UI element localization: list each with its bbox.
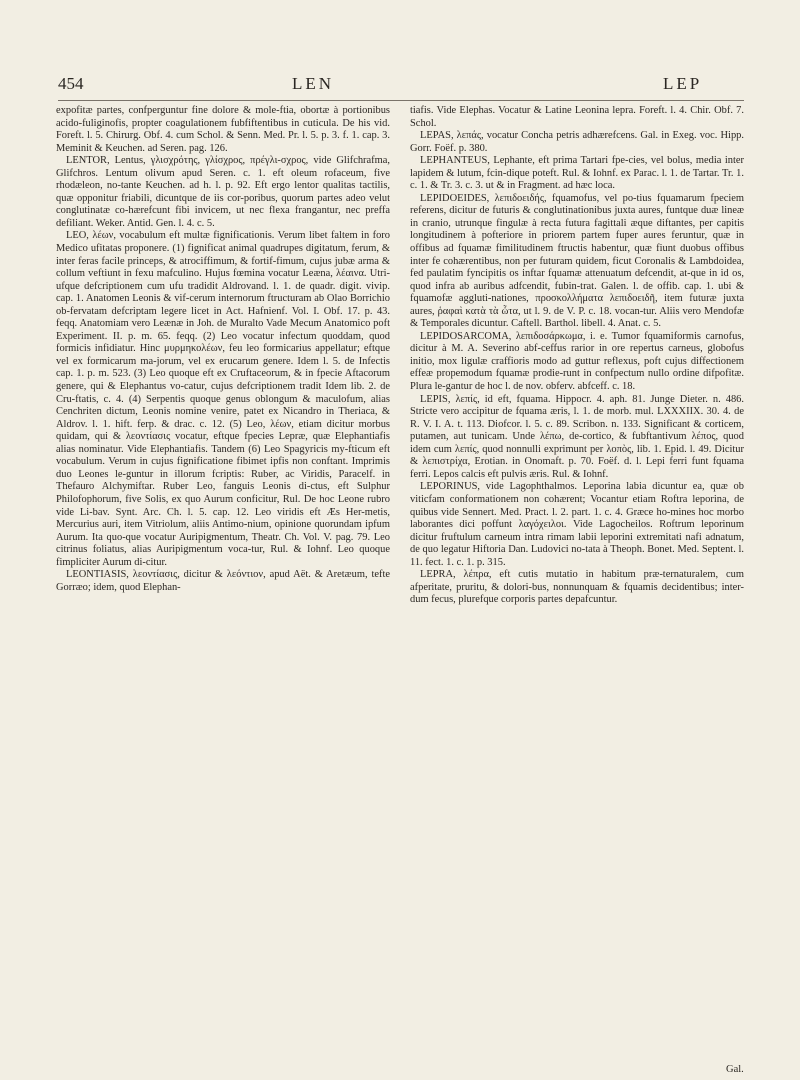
entry-leontiasis: LEONTIASIS, λεοντίασις, dicitur & λεόντιον, apud Aët. & Aretæum, tefte Gorræo; idem, quod Elephan- xyxy=(56,569,390,593)
right-guide-word: LEP xyxy=(663,74,703,93)
entry-lepas: LEPAS, λεπάς, vocatur Concha petris adhærefcens. Gal. in Exeg. voc. Hipp. Gorr. Foëf. p. 380. xyxy=(410,130,744,154)
entry-leporinus: LEPORINUS, vide Lagophthalmos. Leporina labia dicuntur ea, quæ ob viticfam conformationem non cohærent; Vocantur etiam Roftra leporina, de quibus vide Sennert. Med. Pract. l. 2. part. 1. c. 4. Græce ho-mines hoc morbo laborantes dici poffunt λαγόχειλοι. Vide Lagocheilos. Roftrum leporinum dicitur fruftulum carneum intra rimam labii leporini extremitati nafi adnatum, de quo legatur Hiftoria Dan. Ludovici no-tata à Theoph. Bonet. Med. Septent. l. 11. fect. 1. c. 1. p. 315. xyxy=(410,481,744,568)
entry-lepidoeides: LEPIDOEIDES, λεπιδοειδής, fquamofus, vel po-tius fquamarum fpeciem referens, dicitur de futuris & conglutinationibus juxta aures, funtque duæ lineæ in cranio, utrunque fingulæ à recta futura fagittali æque diftantes, per capitis longitudinem à pofteriore in priorem partem fuper aures feruntur, quæ in offibus ad fquamæ fimilitudinem ftructis habentur, quæ fiunt duobus offibus inter fe cohærentibus, non per futuram quidem, ficut Coronalis & Lambdoidea, fed paulatim fyncipitis os inftar fquamæ attenuatum defcendit, at-que in id os, quod infra ab auribus adfcendit, fubin-trat. Galen. l. de offib. cap. 1. ubi & fquamofæ aggluti-nationes, προσκολλήματα λεπιδοειδῆ, item futuræ juxta aures, ῥαφαὶ κατὰ τὰ ὦτα, ut l. 9. de V. P. c. 18. vocan-tur. Aliis vero Mendofæ & Temporales dicuntur. Caftell. Barthol. libell. 4. Anat. c. 5. xyxy=(410,192,744,330)
entry-paragraph: expofitæ partes, confperguntur fine dolore & mole-ftia, obortæ à portionibus acido-fuliginofis, propter coagulationem fubfiftentibus in cuticula. De his vid. Foreft. l. 5. Chirurg. Obf. 4. cum Schol. & Senn. Med. Pr. l. 5. p. 3. f. 1. cap. 3. Meminit & Keuchen. ad Seren. pag. 126. xyxy=(56,105,390,154)
entry-lentor: LENTOR, Lentus, γλισχρότης, γλίσχρος, πρέγλι-σχρος, vide Glifchrafma, Glifchros. Lentum olivum apud Seren. c. 1. eft oleum rofaceum, five rhodæleon, no-tante Keuchen. ad h. l. p. 92. Eft ergo lentor qualitas tactilis, quæ opponitur friabili, dicuntque de iis cor-poribus, quorum partes adeo velut conglutinatæ co-hærefcunt fibi invicem, ut nec flexa frangantur, nec preffa defiliant. Weker. Antid. Gen. l. 4. c. 5. xyxy=(56,155,390,229)
right-column xyxy=(410,105,744,607)
left-column xyxy=(56,105,390,594)
entry-paragraph: tiafis. Vide Elephas. Vocatur & Latine Leonina lepra. Foreft. l. 4. Chir. Obf. 7. Schol. xyxy=(410,105,744,129)
entry-lepis: LEPIS, λεπίς, id eft, fquama. Hippocr. 4. aph. 81. Junge Dieter. n. 486. Stricte vero accipitur de fquama æris, l. 1. de morb. mul. LXXXIIX. 30. 4. de R. V. I. A. t. 113. Diofcor. l. 5. c. 89. Scribon. n. 133. Significant & corticem, putamen, aut tunicam. Unde λέπω, de-cortico, & fubftantivum λέπος, quod idem cum λεπίς, quod nonnulli exprimunt per λοπὸς, lib. 1. Epid. l. 49. Dicitur & λεπιστρίχα, Erotian. in Onomaft. p. 70. Foëf. d. l. Lepi ferri funt fquama ferri. Lepos calcis eft pulvis æris. Rul. & Iohnf. xyxy=(410,393,744,480)
left-guide-word: LEN xyxy=(292,74,335,93)
entry-lepra: LEPRA, λέπρα, eft cutis mutatio in habitum præ-ternaturalem, cum afperitate, pruritu, & dolori-bus, nonnunquam & fquamis decidentibus; inter-dum fecus, plurefque corporis partes depafcuntur. xyxy=(410,569,744,606)
header-rule xyxy=(58,100,744,101)
entry-lephanteus: LEPHANTEUS, Lephante, eft prima Tartari fpe-cies, vel bolus, media inter lapidem & lutum, fcin-dique poteft. Rul. & Iohnf. ex Parac. l. 1. de Tartar. Tr. 1. c. 1. & Tr. 3. c. 3. ut & in Fragment. ad hæc loca. xyxy=(410,155,744,192)
entry-leo: LEO, λέων, vocabulum eft multæ fignificationis. Verum libet faltem in foro Medico ufitatas proponere. (1) fignificat animal quadrupes digitatum, ferum, & inter feras facile princeps, & atrociffimum, & fortif-fimum, cujus jubæ arma & collum veftiunt in fexu mafculino. Hujus fœmina vocatur Leæna, λέαινα. Utri-ufque defcriptionem cum ufu tradidit Aldrovand. l. 1. de quadr. digit. vivip. cap. 1. Anatomen Leonis & vif-cerum internorum ftructuram ab Olao Borrichio ob-fervatam defcriptam legere licet in Act. Hafnienf. Vol. I. Obf. 17. p. 43. feqq. Anatomiam vero Leænæ in Joh. de Muralto Vade Mecum Anatomico poft Experiment. II. p. m. 65. feqq. (2) Leo vocatur infectum quoddam, quod formicis infidiatur. Hinc μυρμηκολέων, feu leo formicarius appellatur; eftque vel ex formicarum ma-jorum, vel ex erucarum genere. Idem l. 5. de Infectis cap. 1. p. m. 523. (3) Leo quoque eft ex Cruftaceorum, & in fpecie Aftacorum genere, qui & Elephantus vo-catur, cujus defcriptionem tradit Idem lib. 2. de Cru-ftatis, c. 4. (4) Serpentis quoque genus oblongum & maculofum, alias Cenchriten dictum, Leonis nomine venire, patet ex Nicandro in Theriaca, & Aldrov. l. 1. hift. ferp. & drac. c. 12. (5) Leo, λέων, etiam dicitur morbus quidam, qui & λεοντίασις vocatur, eftque fpecies Lepræ, quæ Elephantiafis alias nominatur. Vide Elephantiafis. Tandem (6) Leo Spagyricis my-fticum eft vocabulum. Verum in cujus fignificatione fibimet ipfis non conftant. Imprimis duo Leones le-guntur in illorum fcriptis: Ruber, ac Viridis, Paracelf. in Thefauro Alchymiftar. Ruber Leo, fanguis Leonis di-ctus, eft Sulphur Philofophorum, five Solis, ex quo Aurum conficitur, Rul. De hoc Leone rubro vide Li-bav. Synt. Arc. Ch. l. 5. cap. 12. Leo viridis eft Æs Her-metis, Mercurius auri, item Vitriolum, aliis Antimo-nium, opinione quorundam ipfum Aurum. Ita quo-que vocatur Auripigmentum, Theatr. Ch. Vol. V. pag. 79. Leo citrinus foliatus, alias Auripigmentum voca-tur, Rul. & Iohnf. Leo quoque fimpliciter Aurum di-citur. xyxy=(56,230,390,568)
entry-lepidosarcoma: LEPIDOSARCOMA, λεπιδοσάρκωμα, i. e. Tumor fquamiformis carnofus, dicitur à M. A. Severino abf-ceffus rarior in ore repertus carneus, globofus initio, mox ligulæ craffioris modo ad guttur reflexus, poft cujus diffectionem effeæ propemodum fquamæ prodie-runt in confpectum nullo ordine difpofitæ. Plura le-gantur de hoc l. de nov. obferv. abfceff. c. 18. xyxy=(410,330,744,393)
page-number: 454 xyxy=(58,74,84,93)
catchword: Gal. xyxy=(726,1064,744,1075)
running-header xyxy=(58,74,742,96)
